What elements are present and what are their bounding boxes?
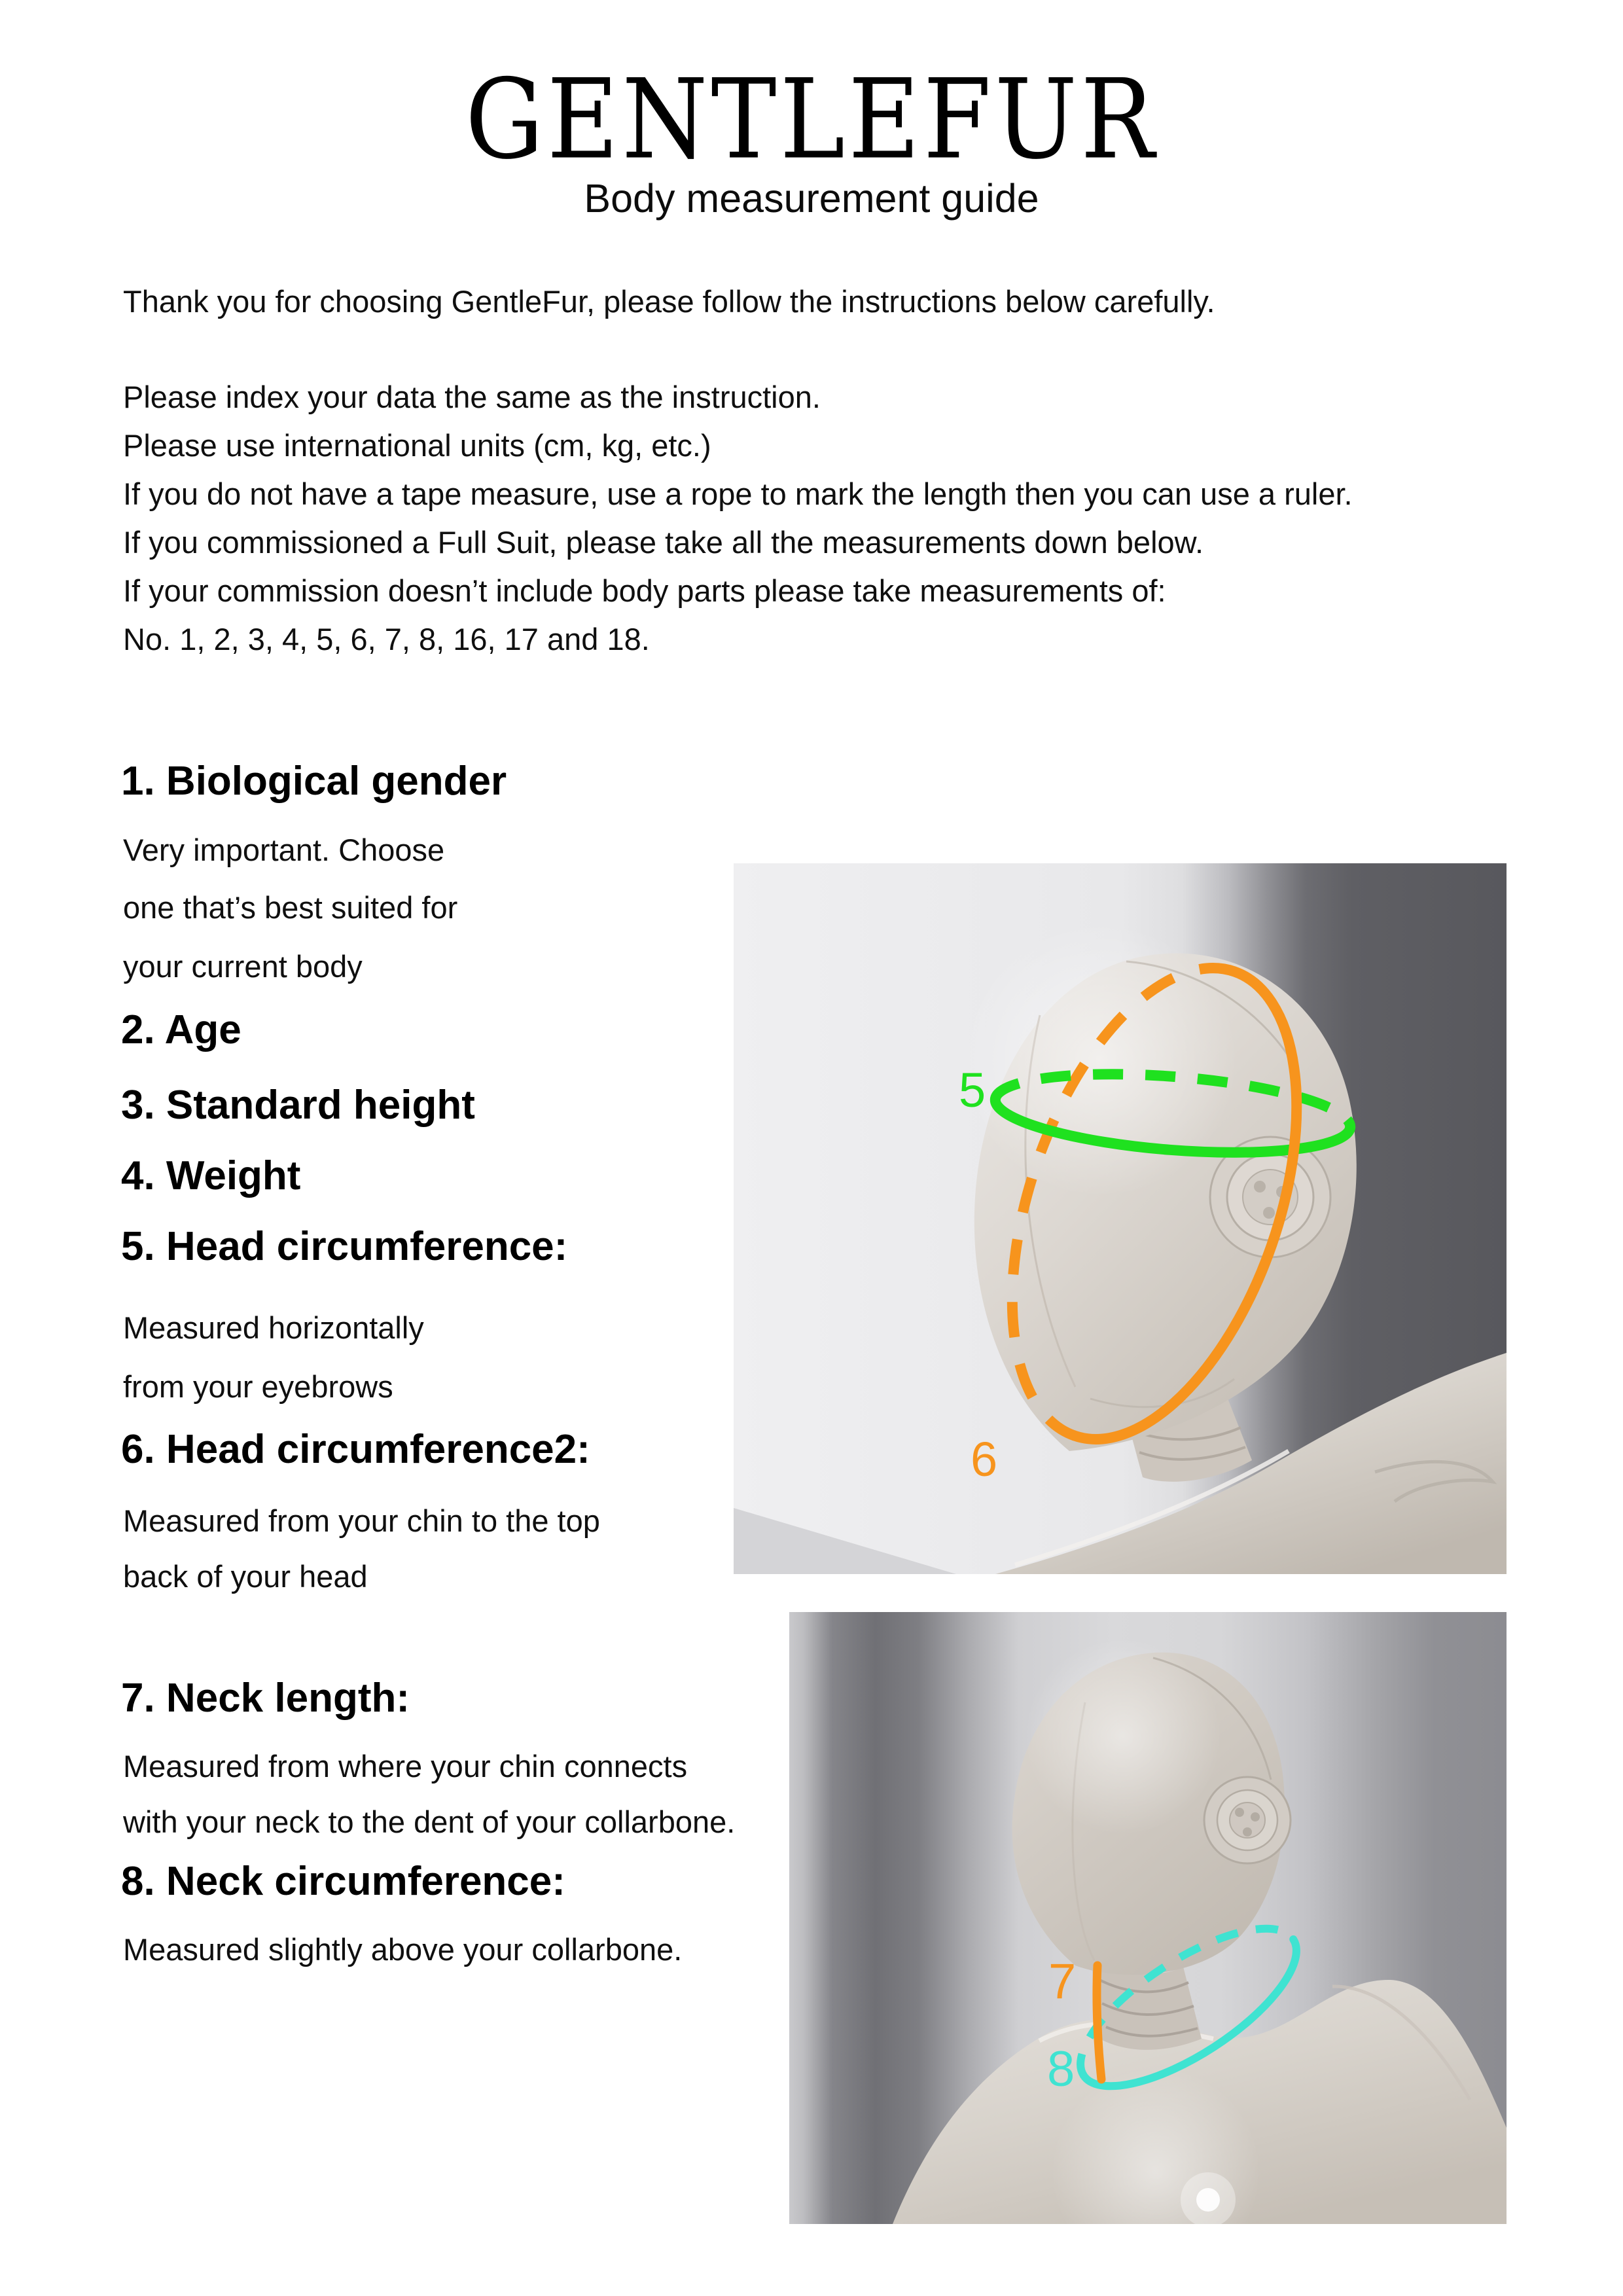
- section-heading-neck-length: 7. Neck length:: [121, 1676, 410, 1721]
- section-body-line: back of your head: [123, 1559, 368, 1594]
- section-body-line: from your eyebrows: [123, 1369, 393, 1404]
- page-subtitle: Body measurement guide: [584, 176, 1039, 221]
- figure-head-circumference: [734, 863, 1507, 1574]
- section-body-line: Measured horizontally: [123, 1310, 424, 1345]
- intro-line: If you do not have a tape measure, use a rope to mark the length then you can use a ruler.: [123, 476, 1353, 511]
- measure-label-6: 6: [971, 1432, 998, 1486]
- section-heading-biological-gender: 1. Biological gender: [121, 759, 507, 804]
- section-body-line: your current body: [123, 949, 363, 984]
- intro-line: Please index your data the same as the instruction.: [123, 380, 821, 414]
- section-heading-head-circumference: 5. Head circumference:: [121, 1224, 568, 1269]
- section-heading-age: 2. Age: [121, 1007, 241, 1052]
- brand-title: GENTLEFUR: [465, 56, 1158, 184]
- ear-dot: [1254, 1181, 1266, 1193]
- measure-label-5: 5: [959, 1063, 986, 1117]
- section-body-line: Measured from where your chin connects: [123, 1749, 688, 1784]
- specular-dot: [1196, 2188, 1220, 2212]
- measure-7-line: [1097, 1965, 1101, 2079]
- section-heading-weight: 4. Weight: [121, 1153, 301, 1198]
- ear-dot: [1263, 1207, 1275, 1219]
- measure-label-7: 7: [1048, 1954, 1077, 2009]
- section-body-line: Very important. Choose: [123, 833, 445, 867]
- figure-neck-measurements: [789, 1612, 1507, 2224]
- intro-line: Please use international units (cm, kg, etc.): [123, 428, 711, 463]
- section-heading-neck-circumference: 8. Neck circumference:: [121, 1859, 565, 1904]
- ear-dot: [1243, 1827, 1252, 1837]
- measure-label-8: 8: [1047, 2041, 1075, 2097]
- intro-line: No. 1, 2, 3, 4, 5, 6, 7, 8, 16, 17 and 18.: [123, 622, 650, 656]
- ear-dot: [1235, 1808, 1244, 1817]
- section-body-line: with your neck to the dent of your collarbone.: [123, 1804, 736, 1839]
- intro-line: If you commissioned a Full Suit, please take all the measurements down below.: [123, 525, 1204, 560]
- section-body-line: one that’s best suited for: [123, 890, 458, 925]
- head-highlight: [1025, 1638, 1221, 1835]
- section-body-line: Measured slightly above your collarbone.: [123, 1932, 683, 1967]
- intro-line: If your commission doesn’t include body parts please take measurements of:: [123, 573, 1166, 608]
- section-body-line: Measured from your chin to the top: [123, 1503, 600, 1538]
- section-heading-head-circumference2: 6. Head circumference2:: [121, 1427, 590, 1472]
- ear-dot: [1251, 1812, 1260, 1821]
- section-heading-standard-height: 3. Standard height: [121, 1083, 475, 1128]
- intro-thanks-line: Thank you for choosing GentleFur, please follow the instructions below carefully.: [123, 284, 1215, 319]
